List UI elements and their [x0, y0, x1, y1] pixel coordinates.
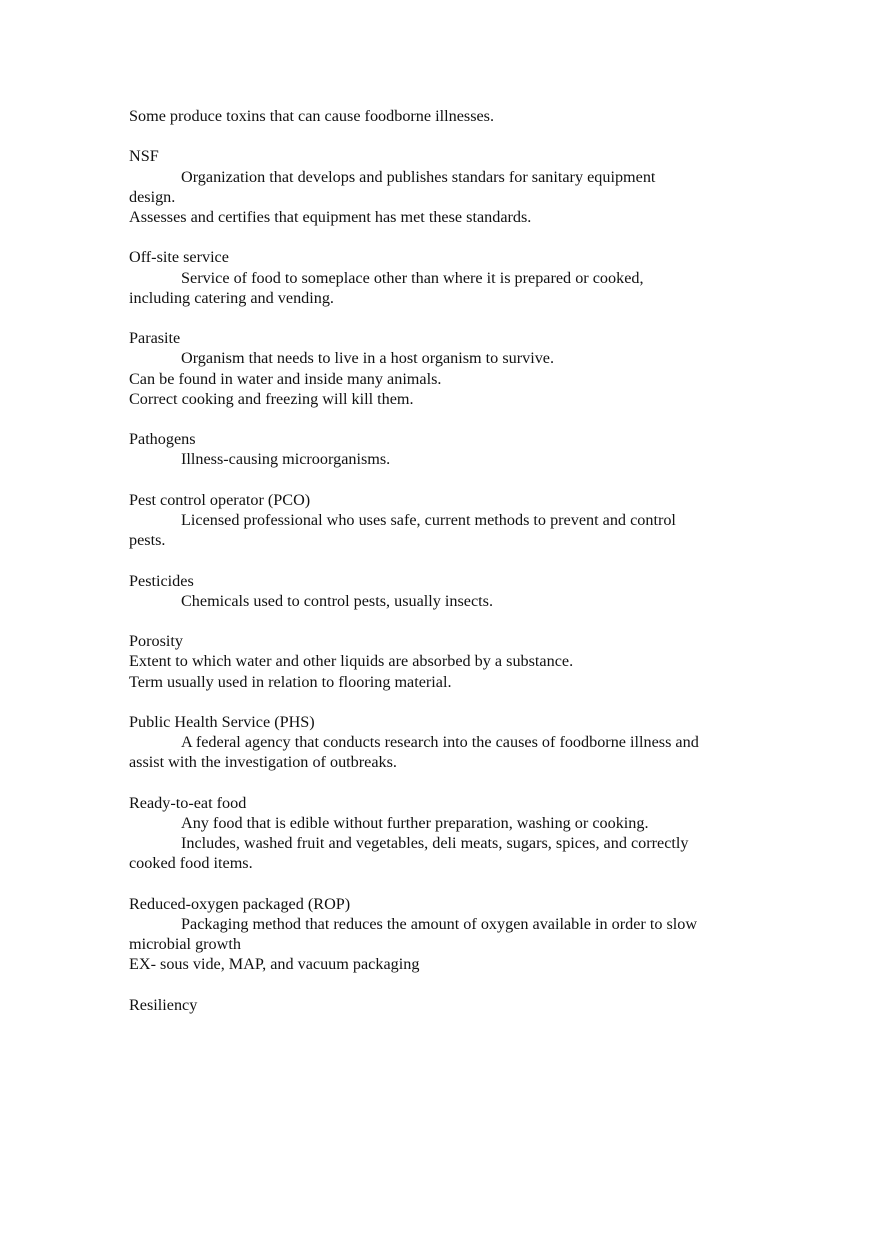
glossary-term: Reduced-oxygen packaged (ROP): [129, 894, 351, 913]
glossary-term: Pathogens: [129, 430, 196, 449]
definition-line: pests.: [129, 531, 166, 550]
glossary-entry: [129, 793, 749, 894]
definition-line: Correct cooking and freezing will kill them.: [129, 389, 414, 408]
definition-line: including catering and vending.: [129, 288, 334, 307]
glossary-entry: [129, 146, 749, 247]
definition-line: Can be found in water and inside many animals.: [129, 369, 442, 388]
glossary-term: Ready-to-eat food: [129, 793, 247, 812]
paragraph-gap: [129, 126, 749, 146]
glossary-entry: [129, 631, 749, 712]
definition-line: microbial growth: [129, 935, 241, 954]
definition-line: Licensed professional who uses safe, current methods to prevent and control: [181, 510, 676, 529]
definition-line: Includes, washed fruit and vegetables, deli meats, sugars, spices, and correctly: [181, 834, 689, 853]
glossary-entry: [129, 995, 749, 1015]
definition-line: Term usually used in relation to flooring material.: [129, 672, 452, 691]
paragraph-gap: [129, 874, 749, 894]
glossary-entry: [129, 894, 749, 995]
glossary-term: Off-site service: [129, 248, 229, 267]
definition-line: assist with the investigation of outbreaks.: [129, 753, 397, 772]
glossary-entry: [129, 247, 749, 328]
definition-line: Organization that develops and publishes standars for sanitary equipment: [181, 167, 656, 186]
definition-line: Any food that is edible without further preparation, washing or cooking.: [181, 813, 649, 832]
glossary-term: Pest control operator (PCO): [129, 490, 311, 509]
definition-line: A federal agency that conducts research into the causes of foodborne illness and: [181, 733, 699, 752]
glossary-entry: [129, 712, 749, 793]
definition-line: Assesses and certifies that equipment has met these standards.: [129, 208, 532, 226]
definition-line: Illness-causing microorganisms.: [181, 450, 391, 469]
paragraph-gap: [129, 773, 749, 793]
definition-line: Organism that needs to live in a host organism to survive.: [181, 349, 555, 368]
paragraph-gap: [129, 975, 749, 995]
glossary-entry: [129, 429, 749, 490]
paragraph-gap: [129, 308, 749, 328]
paragraph-gap: [129, 227, 749, 247]
definition-line: Packaging method that reduces the amount of oxygen available in order to slow: [181, 914, 698, 933]
glossary-term: Public Health Service (PHS): [129, 712, 315, 731]
definition-line: Service of food to someplace other than where it is prepared or cooked,: [181, 268, 644, 287]
paragraph-gap: [129, 611, 749, 631]
glossary-entry: [129, 571, 749, 632]
glossary-entry: [129, 490, 749, 571]
glossary-term: Parasite: [129, 329, 181, 348]
glossary-text: [129, 106, 749, 1015]
paragraph-gap: [129, 409, 749, 429]
definition-line: Chemicals used to control pests, usually insects.: [181, 591, 494, 610]
paragraph-gap: [129, 550, 749, 570]
glossary-entry: [129, 328, 749, 429]
glossary-term: Pesticides: [129, 571, 194, 590]
definition-line: Extent to which water and other liquids are absorbed by a substance.: [129, 652, 574, 671]
definition-line: EX- sous vide, MAP, and vacuum packaging: [129, 955, 420, 974]
definition-line: cooked food items.: [129, 854, 253, 873]
definition-line: design.: [129, 187, 176, 206]
glossary-term: Porosity: [129, 632, 183, 651]
glossary-entries: [129, 146, 749, 1015]
intro-line: Some produce toxins that can cause foodborne illnesses.: [129, 107, 495, 125]
glossary-term: NSF: [129, 147, 159, 166]
glossary-term: Resiliency: [129, 995, 198, 1014]
paragraph-gap: [129, 692, 749, 712]
paragraph-gap: [129, 470, 749, 490]
